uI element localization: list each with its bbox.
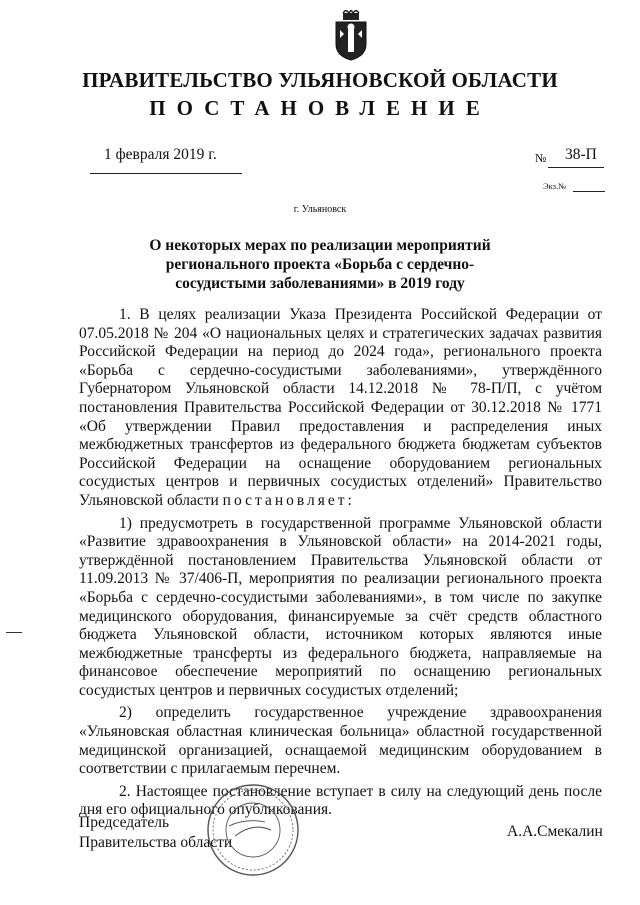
- paragraph-4: 2. Настоящее постановление вступает в силу на следующий день после дня его официального опубликования.: [79, 782, 602, 819]
- official-seal: [205, 782, 301, 878]
- signatory-position-line-2: Правительства области: [79, 834, 233, 851]
- paragraph-3: 2) определить государственное учреждение здравоохранения «Ульяновская областная клиническая больница» областной государственной медицинской организацией, оснащаемой медицинским оборудованием в соответствии с прилагаемым перечнем.: [79, 704, 602, 778]
- document-heading: О некоторых мерах по реализации мероприятий регионального проекта «Борьба с сердечно-сосудистыми заболеваниями» в 2019 году: [149, 237, 491, 292]
- paragraph-1: [79, 306, 602, 511]
- government-title: ПРАВИТЕЛЬСТВО УЛЬЯНОВСКОЙ ОБЛАСТИ: [82, 68, 558, 92]
- number-prefix: №: [535, 151, 547, 165]
- document-body: [79, 306, 602, 820]
- paragraph-2: 1) предусмотреть в государственной программе Ульяновской области «Развитие здравоохранения в Ульяновской области» на 2014-2021 годы, утверждённой постановлением Правительства Ульяновской области от 11.09.2013 № 37/406-П, мероприятия по реализации регионального проекта «Борьба с сердечно-сосудистыми заболеваниями», в том числе по закупке медицинского оборудования, финансируемые за счёт средств областного бюджета Ульяновской области, источником которых являются иные межбюджетные трансферты из федерального бюджета, направляемые на финансовое обеспечение мероприятий по оснащению региональных сосудистых центров и первичных сосудистых отделений;: [79, 514, 602, 699]
- margin-mark: [6, 632, 22, 633]
- city-label: г. Ульяновск: [293, 204, 347, 215]
- paragraph-1-text: 1. В целях реализации Указа Президента Российской Федерации от 07.05.2018 № 204 «О национальных целях и стратегических задачах развития Российской Федерации на период до 2024 года», регионального проекта «Борьба с сердечно-сосудистыми заболеваниями», утверждённого Губернатором Ульяновской области 14.12.2018 № 78-П/П, с учётом постановления Правительства Российской Федерации от 30.12.2018 № 1771 «Об утверждении Правил предоставления и распределения иных межбюджетных трансфертов из федерального бюджета бюджетам субъектов Российской Федерации на оснащение оборудованием региональных сосудистых центров и первичных сосудистых отделений» Правительство Ульяновской области: [79, 306, 602, 509]
- resolution-verb: постановляет:: [222, 491, 355, 509]
- document-number: 38-П: [565, 146, 597, 163]
- signatory-position-line-1: Председатель: [79, 814, 170, 831]
- signatory-name: А.А.Смекалин: [507, 823, 603, 840]
- copy-number-underline: [573, 191, 605, 192]
- document-date: 1 февраля 2019 г.: [104, 146, 217, 163]
- number-underline: [548, 167, 604, 168]
- decree-title: ПОСТАНОВЛЕНИЕ: [149, 96, 491, 120]
- date-underline: [90, 173, 242, 174]
- copy-number-label: Экз.№: [543, 181, 567, 191]
- coat-of-arms-emblem: [333, 10, 369, 62]
